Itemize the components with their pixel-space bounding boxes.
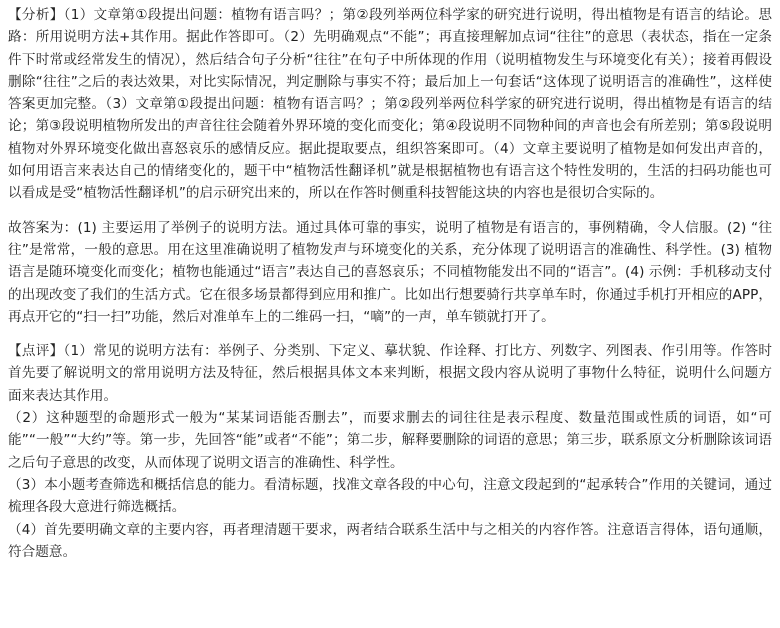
section-spacer: [8, 328, 772, 340]
answer-section: 故答案为：(1) 主要运用了举例子的说明方法。通过具体可靠的事实，说明了植物是有语言的，事例精确，令人信服。(2) “往往”是常常，一般的意思。用在这里准确说明了植物发声与环境变化的关系，充分体现了说明语言的准确性、科学性。(3) 植物语言是随环境变化而变化；植物也能通过“语言”表达自己的喜怒哀乐；不同植物能发出不同的“语言”。(4) 示例：手机移动支付的出现改变了我们的生活方式。它在很多场景都得到应用和推广。比如出行想要骑行共享单车时，你通过手机打开相应的APP，再点开它的“扫一扫”功能，然后对准单车上的二维码一扫，“嘀”的一声，单车锁就打开了。: [8, 219, 772, 325]
comment-paragraph-4: （4）首先要明确文章的主要内容，再者理清题干要求，两者结合联系生活中与之相关的内容作答。注意语言得体，语句通顺，符合题意。: [8, 521, 772, 560]
comment-section: [8, 340, 772, 563]
analysis-section: 【分析】（1）文章第①段提出问题：植物有语言吗？；第②段列举两位科学家的研究进行说明，得出植物是有语言的结论。思路：所用说明方法+其作用。据此作答即可。（2）先明确观点“不能”；再直接理解加点词“往往”的意思（表状态，指在一定条件下时常或经常发生的情况），然后结合句子分析“往往”在句子中所体现的作用（说明植物发生与环境变化有关）；接着再假设删除“往往”之后的表达效果，对比实际情况，判定删除与事实不符；最后加上一句套话“这体现了说明语言的准确性”，这样使答案更加完整。（3）文章第①段提出问题：植物有语言吗？；第②段列举两位科学家的研究进行说明，得出植物是有语言的结论；第③段说明植物所发出的声音往往会随着外界环境的变化而变化；第④段说明不同物种间的声音也会有所差别；第⑤段说明植物对外界环境变化做出喜怒哀乐的感情反应。据此提取要点，组织答案即可。（4）文章主要说明了植物是如何发出声音的，如何用语言来表达自己的情绪变化的，题干中“植物活性翻译机”就是根据植物也有语言这个特性发明的，生活的扫码功能也可以看成是受“植物活性翻译机”的启示研究出来的，所以在作答时侧重科技智能这块的内容也是很切合实际的。: [8, 7, 772, 202]
comment-paragraph-2: （2）这种题型的命题形式一般为“某某词语能否删去”，而要求删去的词往往是表示程度、数量范围或性质的词语，如“可能”“一般”“大约”等。第一步，先回答“能”或者“不能”；第二步，解释要删除的词语的意思；第三步，联系原文分析删除该词语之后句子意思的改变，从而体现了说明文语言的准确性、科学性。: [8, 410, 772, 471]
section-spacer: [8, 205, 772, 217]
comment-paragraph-3: （3）本小题考查筛选和概括信息的能力。看清标题，找准文章各段的中心句，注意文段起到的“起承转合”作用的关键词，通过梳理各段大意进行筛选概括。: [8, 476, 772, 516]
comment-paragraph-1: 【点评】（1）常见的说明方法有：举例子、分类别、下定义、摹状貌、作诠释、打比方、列数字、列图表、作引用等。作答时首先要了解说明文的常用说明方法及特征，然后根据具体文本来判断，根据文段内容从说明了事物什么特征，说明什么问题方面来表达其作用。: [8, 343, 772, 404]
